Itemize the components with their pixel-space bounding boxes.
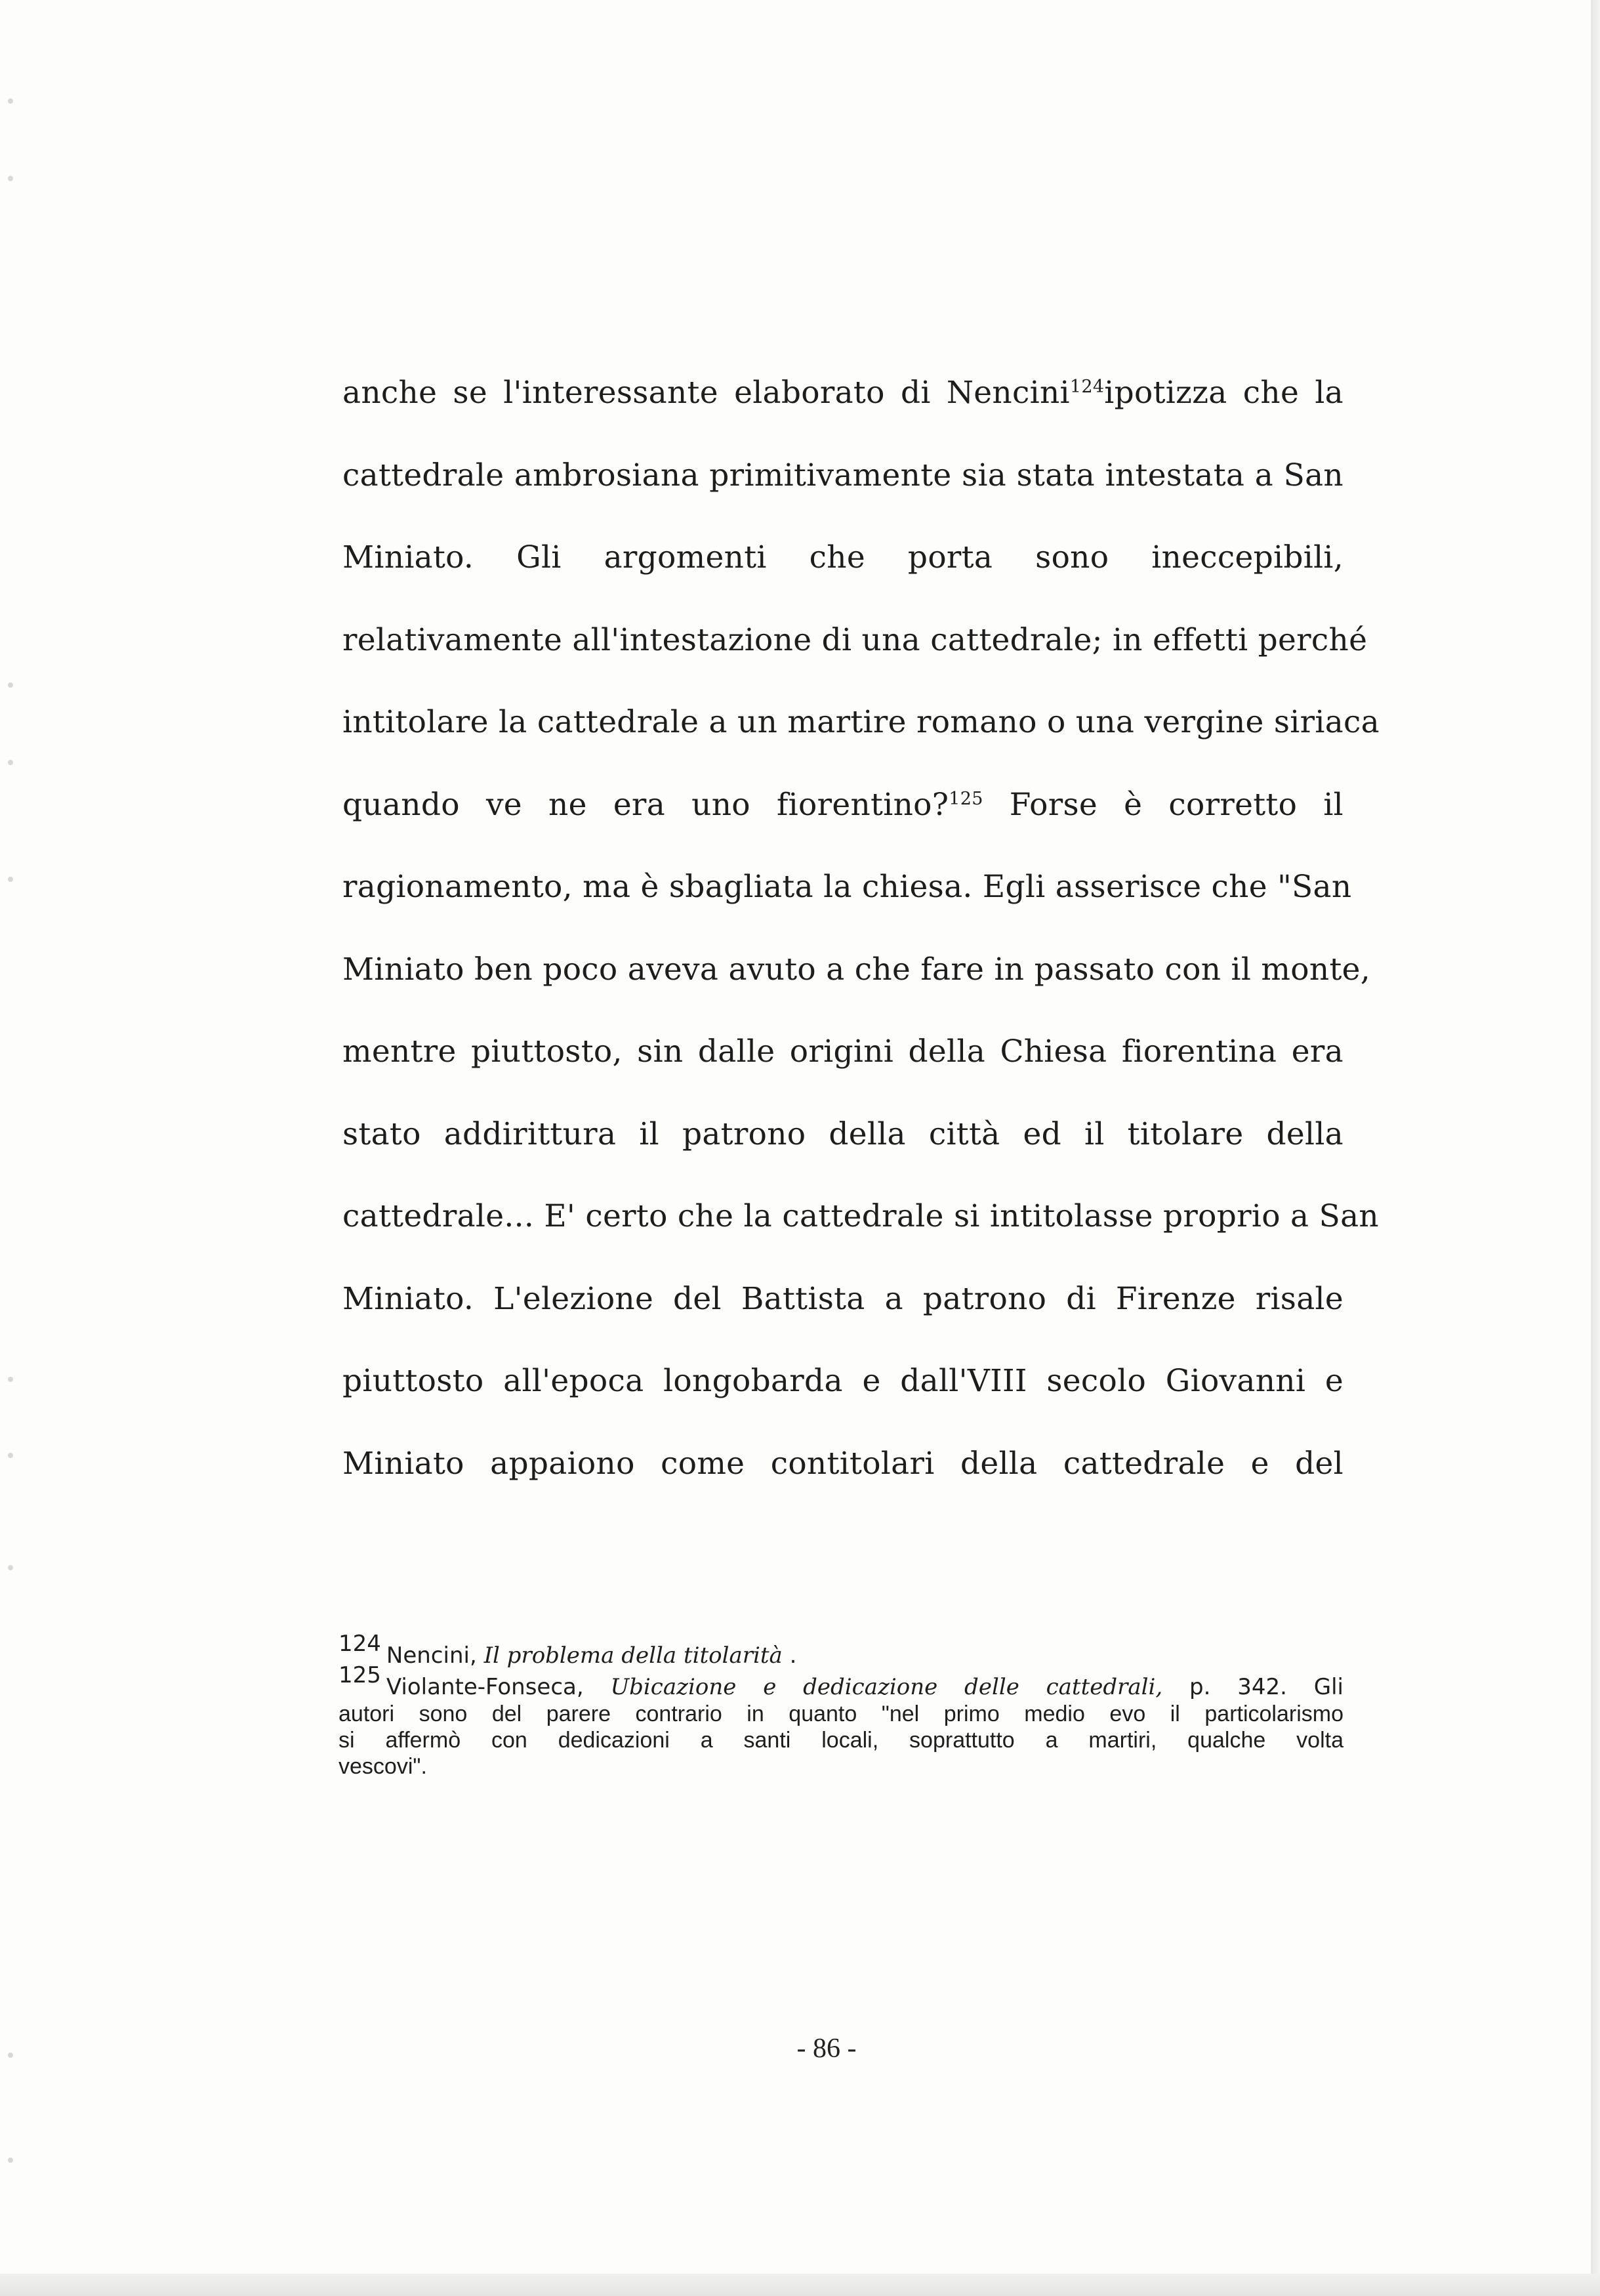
text-line: intitolare la cattedrale a un martire romano o una vergine siriaca	[342, 704, 1380, 740]
footnote-ref-125[interactable]: 125	[949, 788, 983, 809]
text-line: piuttosto all'epoca longobarda e dall'VIII secolo Giovanni e	[342, 1363, 1344, 1399]
text-line: Miniato. Gli argomenti che porta sono ineccepibili,	[342, 539, 1344, 575]
binding-hole-mark	[8, 1565, 13, 1570]
footnotes	[338, 1631, 1344, 1780]
binding-hole-mark	[8, 98, 13, 104]
footnote-line: 125 Violante-Fonseca, Ubicazione e dedicazione delle cattedrali, p. 342. Gli	[338, 1662, 1344, 1700]
footnote-author: Nencini,	[386, 1642, 484, 1669]
footnote-title: Ubicazione e dedicazione delle cattedrali,	[610, 1674, 1163, 1700]
page-number: - 86 -	[796, 2034, 857, 2064]
footnote-ref-124[interactable]: 124	[1069, 377, 1105, 397]
binding-hole-mark	[8, 1453, 13, 1458]
binding-hole-mark	[8, 682, 13, 688]
binding-hole-mark	[8, 176, 13, 181]
page-edge-shadow	[1591, 0, 1600, 2296]
text-line: stato addirittura il patrono della città ed il titolare della	[342, 1116, 1344, 1152]
footnote-number: 124	[338, 1631, 381, 1657]
text-line: relativamente all'intestazione di una cattedrale; in effetti perché	[342, 621, 1368, 658]
text-line: ragionamento, ma è sbagliata la chiesa. Egli asserisce che "San	[342, 869, 1352, 905]
binding-hole-mark	[8, 760, 13, 765]
text-line: cattedrale ambrosiana primitivamente sia stata intestata a San	[342, 457, 1344, 493]
text-line: cattedrale... E' certo che la cattedrale si intitolasse proprio a San	[342, 1198, 1380, 1234]
main-text	[342, 352, 1380, 1505]
binding-hole-mark	[8, 2158, 13, 2163]
binding-hole-mark	[8, 2053, 13, 2058]
footnote-124: 124 Nencini, Il problema della titolarità .	[338, 1631, 797, 1669]
text-line: mentre piuttosto, sin dalle origini della Chiesa fiorentina era	[342, 1033, 1344, 1070]
text-line: quando ve ne era uno fiorentino?$^{125}$ Forse è corretto il	[342, 786, 1344, 823]
text-line: Miniato ben poco aveva avuto a che fare in passato con il monte,	[342, 951, 1371, 988]
footnote-author: Violante-Fonseca,	[386, 1674, 611, 1700]
text-line: Miniato. L'elezione del Battista a patrono di Firenze risale	[342, 1280, 1344, 1317]
text-line: Miniato appaiono come contitolari della cattedrale e del	[342, 1445, 1344, 1482]
footnote-line: autori sono del parere contrario in quanto "nel primo medio evo il particolarismo	[338, 1701, 1344, 1726]
footnote-number: 125	[338, 1662, 381, 1688]
footnote-line: vescovi".	[338, 1754, 427, 1779]
binding-hole-mark	[8, 1377, 13, 1382]
binding-hole-mark	[8, 877, 13, 882]
text-line: anche se l'interessante elaborato di Nencini$^{124}$ipotizza che la	[342, 375, 1344, 411]
footnote-title: Il problema della titolarità	[483, 1642, 783, 1669]
page-bottom-shadow	[0, 2274, 1600, 2296]
footnote-line: si affermò con dedicazioni a santi locali, soprattutto a martiri, qualche volta	[338, 1728, 1344, 1753]
footnote-125	[338, 1662, 1344, 1780]
